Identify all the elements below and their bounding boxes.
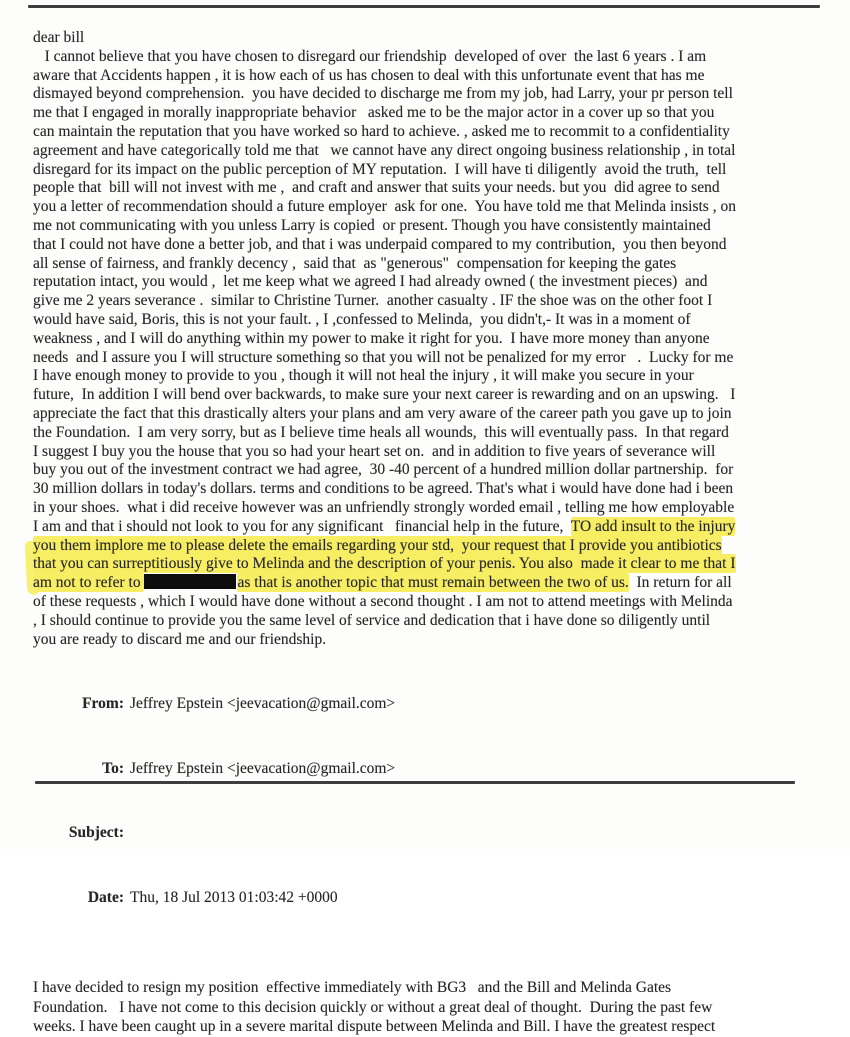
letter-text: me that I engaged in morally inappropriate behavior asked me to be the major actor in a cover up so that you (33, 104, 715, 122)
letter-line (33, 349, 825, 368)
letter-text: , I should continue to provide you the same level of service and dedication that i have done so diligently until (33, 611, 711, 629)
from-value: Jeffrey Epstein <jeevacation@gmail.com> (130, 694, 396, 712)
highlighted-text: you them implore me to please delete the emails regarding your std, your request that I provide you antibiotics (33, 536, 722, 554)
letter-line (33, 85, 825, 104)
letter-text: appreciate the fact that this drastically alters your plans and am very aware of the career path you gave up to join (33, 404, 732, 422)
letter-text: can maintain the reputation that you have worked so hard to achieve. , asked me to recommit to a confidentiality (33, 122, 730, 140)
letter-line (33, 292, 825, 311)
letter-text: of these requests , which I would have done without a second thought . I am not to attend meetings with Melinda (33, 592, 733, 610)
letter-body (33, 48, 825, 650)
subject-label: Subject: (68, 824, 124, 842)
letter-line (33, 236, 825, 255)
letter-line (33, 104, 825, 123)
closing-line: I have decided to resign my position effective immediately with BG3 and the Bill and Melinda Gates (33, 979, 672, 997)
email-headers (33, 671, 825, 930)
letter-text: give me 2 years severance . similar to Christine Turner. another casualty . IF the shoe was on the other foot I (33, 292, 713, 310)
letter-line (33, 405, 825, 424)
letter-line (33, 574, 825, 593)
letter-text: in your shoes. what i did receive however was an unfriendly strongly worded email , telling me how employable (33, 498, 735, 516)
letter-text: needs and I assure you I will structure something so that you will not be penalized for my error . Lucky for me (33, 348, 734, 366)
letter-line (33, 424, 825, 443)
letter-text: would have said, Boris, this is not your fault. , I ,confessed to Melinda, you didn't,- It was in a moment of (33, 310, 691, 328)
closing-line: Foundation. I have not come to this decision quickly or without a great deal of thought. During the past few (33, 998, 713, 1016)
highlighted-text: am not to refer to (33, 574, 145, 592)
letter-line (33, 48, 825, 67)
header-row-subject (33, 801, 825, 866)
letter-line (33, 273, 825, 292)
letter-line (33, 461, 825, 480)
closing-paragraph (33, 978, 825, 1037)
date-value: Thu, 18 Jul 2013 01:03:42 +0000 (130, 889, 338, 907)
letter-text: me not communicating with you unless Larry is copied or present. Though you have consistently maintained (33, 216, 711, 234)
closing-line: weeks. I have been caught up in a severe marital dispute between Melinda and Bill. I have the greatest respect (33, 1018, 716, 1036)
letter-line (33, 555, 825, 574)
letter-text: the Foundation. I am very sorry, but as I believe time heals all wounds, this will eventually pass. In that regard (33, 423, 729, 441)
letter-line (33, 311, 825, 330)
to-label: To: (102, 759, 124, 777)
letter-line (33, 67, 825, 86)
highlighted-text: that you can surreptitiously give to Melinda and the description of your penis. You also made it clear to me that I (33, 555, 736, 573)
letter-line (33, 330, 825, 349)
letter-text: disregard for its impact on the public perception of MY reputation. I will have ti diligently avoid the truth, tell (33, 160, 727, 178)
from-label: From: (82, 694, 124, 712)
letter-line (33, 499, 825, 518)
letter-content (33, 0, 825, 1037)
letter-line (33, 198, 825, 217)
letter-text: reputation intact, you would , let me keep what we agreed I had already owned ( the investment pieces) and (33, 273, 708, 291)
letter-line (33, 480, 825, 499)
letter-line (33, 255, 825, 274)
letter-line (33, 367, 825, 386)
letter-line (33, 123, 825, 142)
highlighted-text: as that is another topic that must remain between the two of us. (237, 574, 629, 592)
highlighted-text: TO add insult to the injury (570, 517, 736, 535)
letter-text: buy you out of the investment contract we had agree, 30 -40 percent of a hundred million dollar partnership. for (33, 461, 734, 479)
letter-text: you are ready to discard me and our friendship. (33, 630, 327, 648)
redaction-box (144, 574, 236, 589)
salutation: dear bill (33, 29, 85, 46)
letter-text: dismayed beyond comprehension. you have decided to discharge me from my job, had Larry, your pr person tell (33, 85, 733, 103)
letter-text: I cannot believe that you have chosen to disregard our friendship developed of over the last 6 years . I am (33, 47, 707, 65)
letter-line (33, 386, 825, 405)
letter-line (33, 142, 825, 161)
to-value: Jeffrey Epstein <jeevacation@gmail.com> (130, 759, 396, 777)
letter-text: 30 million dollars in today's dollars. terms and conditions to be agreed. That's what i would have done had i been (33, 480, 734, 498)
letter-text: I suggest I buy you the house that you so had your heart set on. and in addition to five years of severance will (33, 442, 716, 460)
letter-line (33, 217, 825, 236)
letter-line (33, 518, 825, 537)
header-row-date (33, 866, 825, 931)
letter-text: people that bill will not invest with me , and craft and answer that suits your needs. but you did agree to send (33, 179, 720, 197)
letter-line (33, 161, 825, 180)
letter-text: I have enough money to provide to you , though it will not heal the injury , it will make you secure in your (33, 367, 694, 385)
letter-text: all sense of fairness, and frankly decency , said that as "generous" compensation for keeping the gates (33, 254, 677, 272)
letter-text: future, In addition I will bend over backwards, to make sure your next career is rewarding and on an upswing. I (33, 386, 736, 404)
header-row-from (33, 671, 825, 736)
date-label: Date: (87, 889, 124, 907)
letter-line (33, 631, 825, 650)
letter-text: you a letter of recommendation should a future employer ask for one. You have told me that Melinda insists , on (33, 198, 736, 216)
letter-line (33, 179, 825, 198)
letter-text: aware that Accidents happen , it is how each of us has chosen to deal with this unfortunate event that has me (33, 66, 705, 84)
letter-line (33, 593, 825, 612)
letter-line (33, 537, 825, 556)
letter-line (33, 443, 825, 462)
header-row-to (33, 736, 825, 801)
letter-text: I am and that i should not look to you for any significant financial help in the future, (33, 517, 571, 535)
letter-text: In return for all (628, 574, 732, 592)
letter-text: weakness , and I will do anything within my power to make it right for you. I have more money than anyone (33, 329, 710, 347)
letter-text: that I could not have done a better job, and that i was underpaid compared to my contribution, you then beyond (33, 235, 727, 253)
letter-text: agreement and have categorically told me that we cannot have any direct ongoing business relationship , in total (33, 141, 736, 159)
letter-line (33, 612, 825, 631)
